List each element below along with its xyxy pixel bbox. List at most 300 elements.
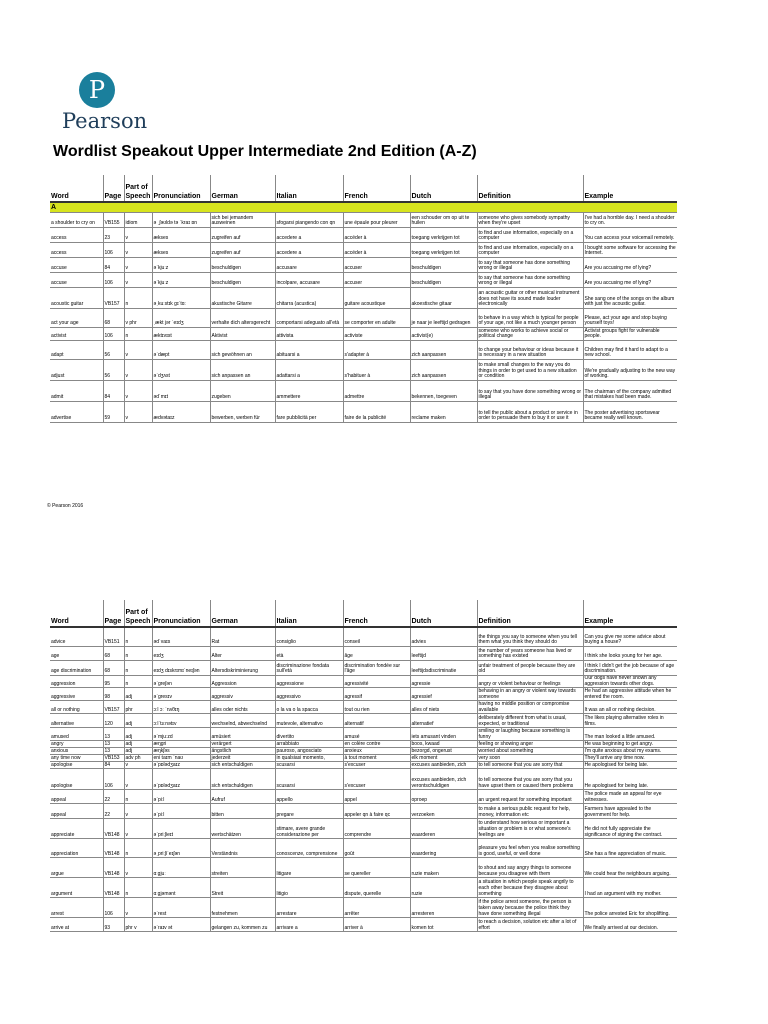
table-row	[50, 273, 677, 288]
table-row	[50, 341, 677, 360]
table-cell: appeler qn à faire qc	[343, 804, 410, 819]
table-cell: apologise	[50, 769, 103, 790]
table-row	[50, 748, 677, 755]
table-cell: agressie	[410, 676, 477, 688]
table-cell: ədˈvaɪs	[152, 627, 210, 647]
table-cell: access	[50, 243, 103, 258]
table-cell: v	[124, 898, 152, 918]
table-cell: 106	[103, 243, 124, 258]
table-cell: alternatif	[343, 714, 410, 728]
table-cell: s'habituer à	[343, 360, 410, 381]
section-letter: A	[50, 202, 677, 213]
table-cell: alles oder nichts	[210, 701, 275, 714]
table-cell: act your age	[50, 309, 103, 328]
table-cell: excuses aanbieden, zich verontschuldigen	[410, 769, 477, 790]
table-cell: toegang verkrijgen tot	[410, 228, 477, 243]
wordlist-table-page-2	[50, 600, 677, 932]
table-cell: v	[124, 228, 152, 243]
table-cell: We finally arrived at our decision.	[583, 918, 677, 932]
table-row	[50, 741, 677, 748]
table-cell: ruzie	[410, 878, 477, 898]
table-cell: reclame maken	[410, 402, 477, 423]
table-cell: 98	[103, 688, 124, 701]
table-cell: to make a serious public request for help, money, information etc	[477, 804, 583, 819]
table-cell: sfogarsi piangendo con qn	[275, 213, 343, 228]
table-cell: een schouder om op uit te huilen	[410, 213, 477, 228]
table-cell: smiling or laughing because something is funny	[477, 728, 583, 741]
table-cell: əˈkjuːz	[152, 258, 210, 273]
table-cell: Are you accusing me of lying?	[583, 273, 677, 288]
table-cell: aggression	[50, 676, 103, 688]
table-cell: appello	[275, 790, 343, 804]
table-cell: accusare	[275, 258, 343, 273]
table-cell: v	[124, 360, 152, 381]
table-cell: leeftijd	[410, 647, 477, 661]
column-header: Page	[103, 600, 124, 627]
table-cell: agressief	[410, 688, 477, 701]
table-cell: The police made an appeal for eye witnesses.	[583, 790, 677, 804]
table-cell: n	[124, 661, 152, 676]
table-cell: appreciation	[50, 839, 103, 858]
table-row	[50, 243, 677, 258]
table-cell: n	[124, 839, 152, 858]
table-cell: accéder à	[343, 228, 410, 243]
table-cell: to make small changes to the way you do things in order to get used to a new situation or condition	[477, 360, 583, 381]
table-row	[50, 755, 677, 762]
table-cell: əˈraɪv ət	[152, 918, 210, 932]
table-cell: əˌkuːstɪk ɡɪˈtɑː	[152, 288, 210, 309]
column-header: Example	[583, 600, 677, 627]
table-cell: accedere a	[275, 243, 343, 258]
table-cell: aggressione	[275, 676, 343, 688]
table-cell: He was beginning to get angry.	[583, 741, 677, 748]
table-cell: Rat	[210, 627, 275, 647]
table-cell: We could hear the neighbours arguing.	[583, 858, 677, 878]
table-cell: festnehmen	[210, 898, 275, 918]
table-cell: comportarsi adeguato all'età	[275, 309, 343, 328]
table-cell: acoustic guitar	[50, 288, 103, 309]
table-cell: zugeben	[210, 381, 275, 402]
table-cell: ängstlich	[210, 748, 275, 755]
table-cell: attivista	[275, 328, 343, 341]
table-cell: The poster advertising sportswear became really well known.	[583, 402, 677, 423]
table-cell: Are you accusing me of lying?	[583, 258, 677, 273]
table-cell: I've had a horrible day. I need a shoulder to cry on.	[583, 213, 677, 228]
table-cell: streiten	[210, 858, 275, 878]
table-cell: v	[124, 258, 152, 273]
column-header: Part of Speech	[124, 600, 152, 627]
table-cell: alternative	[50, 714, 103, 728]
table-cell: komen tot	[410, 918, 477, 932]
table-cell: aggressive	[50, 688, 103, 701]
column-header: Page	[103, 175, 124, 202]
table-cell: It was an all or nothing decision.	[583, 701, 677, 714]
table-cell: beschuldigen	[210, 273, 275, 288]
table-cell: an acoustic guitar or other musical instrument does not have its sound made louder electronically	[477, 288, 583, 309]
table-cell: eni taɪm ˈnaʊ	[152, 755, 210, 762]
table-cell: verhalte dich altersgerecht	[210, 309, 275, 328]
table-cell: v	[124, 402, 152, 423]
copyright-text: © Pearson 2016	[47, 503, 84, 509]
table-cell: ə ˌʃəʊldə tə ˈkraɪ ɒn	[152, 213, 210, 228]
table-cell: v	[124, 769, 152, 790]
table-cell: 106	[103, 898, 124, 918]
table-cell: deliberately different from what is usual, expected, or traditional	[477, 714, 583, 728]
table-cell: 56	[103, 341, 124, 360]
table-cell: arrest	[50, 898, 103, 918]
table-cell: He apologised for being late.	[583, 769, 677, 790]
table-cell: v	[124, 273, 152, 288]
table-cell: adv ph	[124, 755, 152, 762]
column-header: German	[210, 600, 275, 627]
table-cell: VB157	[103, 288, 124, 309]
table-cell: I think she looks young for her age.	[583, 647, 677, 661]
table-cell: 120	[103, 714, 124, 728]
table-cell: verärgert	[210, 741, 275, 748]
table-cell: idiom	[124, 213, 152, 228]
table-cell: aggressiv	[210, 688, 275, 701]
table-cell: to understand how serious or important a situation or problem is or what someone's feelings are	[477, 819, 583, 839]
table-cell: comprendre	[343, 819, 410, 839]
table-cell: to say that someone has done something wrong or illegal	[477, 273, 583, 288]
table-cell: bezorgd, ongerust	[410, 748, 477, 755]
table-cell: age discrimination	[50, 661, 103, 676]
table-cell: excuses aanbieden, zich	[410, 762, 477, 769]
table-cell: sich entschuldigen	[210, 769, 275, 790]
pearson-logo	[62, 72, 148, 133]
column-header: Dutch	[410, 600, 477, 627]
table-cell: consiglio	[275, 627, 343, 647]
table-cell: faire de la publicité	[343, 402, 410, 423]
table-row	[50, 898, 677, 918]
table-cell: I had an argument with my mother.	[583, 878, 677, 898]
table-cell: je naar je leeftijd gedragen	[410, 309, 477, 328]
table-row	[50, 627, 677, 647]
table-cell: əˈɡreʃən	[152, 676, 210, 688]
table-cell: v	[124, 243, 152, 258]
table-cell: VB157	[103, 701, 124, 714]
table-cell: adj	[124, 748, 152, 755]
table-cell: 106	[103, 328, 124, 341]
table-cell: She has a fine appreciation of music.	[583, 839, 677, 858]
table-cell: arriver à	[343, 918, 410, 932]
table-cell: 95	[103, 676, 124, 688]
table-cell: guitare acoustique	[343, 288, 410, 309]
table-cell: ədˈmɪt	[152, 381, 210, 402]
table-cell: accuse	[50, 258, 103, 273]
table-cell: ædvətaɪz	[152, 402, 210, 423]
column-header: Italian	[275, 175, 343, 202]
table-cell: goût	[343, 839, 410, 858]
table-cell: akoestische gitaar	[410, 288, 477, 309]
table-cell: scusarsi	[275, 769, 343, 790]
table-row	[50, 769, 677, 790]
table-cell: adjust	[50, 360, 103, 381]
table-cell: incolpare, accusare	[275, 273, 343, 288]
table-cell: advice	[50, 627, 103, 647]
table-row	[50, 402, 677, 423]
table-cell: Streit	[210, 878, 275, 898]
table-cell: someone who works to achieve social or political change	[477, 328, 583, 341]
table-cell: 93	[103, 918, 124, 932]
table-cell: to say that you have done something wrong or illegal	[477, 381, 583, 402]
table-cell: beschuldigen	[210, 258, 275, 273]
table-cell: VB148	[103, 819, 124, 839]
table-cell: v	[124, 804, 152, 819]
table-cell: 13	[103, 741, 124, 748]
table-cell: We're gradually adjusting to the new way of working.	[583, 360, 677, 381]
table-cell: sich gewöhnen an	[210, 341, 275, 360]
table-cell: s'excuser	[343, 762, 410, 769]
table-cell: əˈmjuːzd	[152, 728, 210, 741]
table-cell: worried about something	[477, 748, 583, 755]
table-cell: o la va o la spacca	[275, 701, 343, 714]
table-row	[50, 381, 677, 402]
table-cell: adj	[124, 741, 152, 748]
table-cell: Verständnis	[210, 839, 275, 858]
table-cell: activiste	[343, 328, 410, 341]
table-cell: chitarra (acustica)	[275, 288, 343, 309]
table-cell: æŋɡri	[152, 741, 210, 748]
table-cell: 22	[103, 804, 124, 819]
table-cell: v	[124, 819, 152, 839]
table-cell: v	[124, 341, 152, 360]
table-cell: pregare	[275, 804, 343, 819]
table-cell: Aktivist	[210, 328, 275, 341]
table-row	[50, 714, 677, 728]
table-cell: an urgent request for something important	[477, 790, 583, 804]
table-cell: argument	[50, 878, 103, 898]
page-title: Wordlist Speakout Upper Intermediate 2nd Edition (A-Z)	[53, 143, 477, 160]
table-cell: ɔːlˈtɜːnətɪv	[152, 714, 210, 728]
table-cell: wertschätzen	[210, 819, 275, 839]
table-cell: He did not fully appreciate the significance of signing the contract.	[583, 819, 677, 839]
table-cell: eɪdʒ dɪskrɪmɪˈneɪʃən	[152, 661, 210, 676]
table-row	[50, 328, 677, 341]
column-header: Dutch	[410, 175, 477, 202]
table-cell: əˈdæpt	[152, 341, 210, 360]
table-cell: waardering	[410, 839, 477, 858]
table-cell: əˈpiːl	[152, 804, 210, 819]
table-cell: They'll arrive any time now.	[583, 755, 677, 762]
table-cell: adj	[124, 688, 152, 701]
table-cell: accedere a	[275, 228, 343, 243]
table-cell: 84	[103, 258, 124, 273]
table-cell: You can access your voicemail remotely.	[583, 228, 677, 243]
table-cell: activist	[50, 328, 103, 341]
table-cell: to shout and say angry things to someone because you disagree with them	[477, 858, 583, 878]
table-cell: beschuldigen	[410, 258, 477, 273]
table-cell: Children may find it hard to adapt to a new school.	[583, 341, 677, 360]
table-cell: ruzie maken	[410, 858, 477, 878]
column-header: Part of Speech	[124, 175, 152, 202]
table-cell: n	[124, 647, 152, 661]
table-cell: to find and use information, especially on a computer	[477, 228, 583, 243]
column-header: German	[210, 175, 275, 202]
table-row	[50, 918, 677, 932]
table-cell: n	[124, 328, 152, 341]
table-cell: amüsiert	[210, 728, 275, 741]
table-cell: æktɪvɪst	[152, 328, 210, 341]
table-cell: adattarsi a	[275, 360, 343, 381]
column-header: Italian	[275, 600, 343, 627]
table-cell: Our dogs have never shown any aggression towards other dogs.	[583, 676, 677, 688]
table-cell: agressivité	[343, 676, 410, 688]
table-cell: en colère contre	[343, 741, 410, 748]
table-cell: access	[50, 228, 103, 243]
table-row	[50, 858, 677, 878]
table-cell: arresteren	[410, 898, 477, 918]
column-header: Word	[50, 600, 103, 627]
column-header: Definition	[477, 175, 583, 202]
table-cell: âge	[343, 647, 410, 661]
table-cell: fare pubblicità per	[275, 402, 343, 423]
table-cell: advertise	[50, 402, 103, 423]
table-cell: eɪdʒ	[152, 647, 210, 661]
table-row	[50, 728, 677, 741]
table-cell: aggressivo	[275, 688, 343, 701]
table-cell: sich anpassen an	[210, 360, 275, 381]
table-cell: bekennen, toegeven	[410, 381, 477, 402]
table-cell: zugreifen auf	[210, 243, 275, 258]
table-row	[50, 878, 677, 898]
table-cell: unfair treatment of people because they are old	[477, 661, 583, 676]
table-cell: zich aanpassen	[410, 360, 477, 381]
table-cell: all or nothing	[50, 701, 103, 714]
table-cell: n	[124, 627, 152, 647]
table-cell: The chairman of the company admitted that mistakes had been made.	[583, 381, 677, 402]
table-cell: to find and use information, especially on a computer	[477, 243, 583, 258]
table-cell: ækses	[152, 228, 210, 243]
table-cell: zich aanpassen	[410, 341, 477, 360]
table-cell: tout ou rien	[343, 701, 410, 714]
table-cell: if the police arrest someone, the person is taken away because the police think they have done something illegal	[477, 898, 583, 918]
table-cell: əˈpriːʃieɪt	[152, 819, 210, 839]
table-cell: əˈdʒʌst	[152, 360, 210, 381]
table-cell: bitten	[210, 804, 275, 819]
table-cell: I'm quite anxious about my exams.	[583, 748, 677, 755]
table-cell: v	[124, 381, 152, 402]
table-cell: ɑːɡjuː	[152, 858, 210, 878]
table-cell: ɔːl ɔː ˈnʌθɪŋ	[152, 701, 210, 714]
table-cell: He had an aggressive attitude when he entered the room.	[583, 688, 677, 701]
table-cell: mutevole, alternativo	[275, 714, 343, 728]
table-cell: in qualsiasi momento,	[275, 755, 343, 762]
table-cell: He apologised for being late.	[583, 762, 677, 769]
table-cell: əˈrest	[152, 898, 210, 918]
table-cell: Please, act your age and stop buying yourself toys!	[583, 309, 677, 328]
table-cell: əˈpɒlədʒaɪz	[152, 762, 210, 769]
table-cell: Aufruf	[210, 790, 275, 804]
table-cell: accuser	[343, 258, 410, 273]
table-row	[50, 839, 677, 858]
column-header: Pronunciation	[152, 175, 210, 202]
table-cell: alternatief	[410, 714, 477, 728]
table-cell: se comporter en adulte	[343, 309, 410, 328]
table-cell: gelangen zu, kommen zu	[210, 918, 275, 932]
table-cell: accéder à	[343, 243, 410, 258]
table-cell: 23	[103, 228, 124, 243]
table-cell: verzoeken	[410, 804, 477, 819]
table-row	[50, 213, 677, 228]
pearson-logo-icon: P	[79, 72, 115, 108]
table-cell: discrimination fondée sur l'âge	[343, 661, 410, 676]
table-cell: æŋkʃəs	[152, 748, 210, 755]
table-cell: activist(e)	[410, 328, 477, 341]
table-cell: leeftijdsdiscriminatie	[410, 661, 477, 676]
table-cell: admettre	[343, 381, 410, 402]
table-cell: behaving in an angry or violent way towards someone	[477, 688, 583, 701]
table-cell: Altersdiskriminierung	[210, 661, 275, 676]
table-row	[50, 258, 677, 273]
table-cell: arrabbiato	[275, 741, 343, 748]
table-cell: Farmers have appealed to the government for help.	[583, 804, 677, 819]
table-cell: Alter	[210, 647, 275, 661]
table-cell: n	[124, 288, 152, 309]
column-header: French	[343, 175, 410, 202]
table-row	[50, 790, 677, 804]
table-cell: someone who gives somebody sympathy when they're upset	[477, 213, 583, 228]
table-cell: I bought some software for accessing the Internet.	[583, 243, 677, 258]
table-cell: to reach a decision, solution etc after a lot of effort	[477, 918, 583, 932]
table-cell: a situation in which people speak angrily to each other because they disagree about something	[477, 878, 583, 898]
table-cell: ammettere	[275, 381, 343, 402]
table-cell: accuser	[343, 273, 410, 288]
table-cell: dispute, querelle	[343, 878, 410, 898]
column-header: Example	[583, 175, 677, 202]
table-cell: The likes playing alternative roles in films.	[583, 714, 677, 728]
table-cell: conoscenze, comprensione	[275, 839, 343, 858]
table-row	[50, 762, 677, 769]
table-cell: v	[124, 762, 152, 769]
table-cell: se quereller	[343, 858, 410, 878]
table-cell: the things you say to someone when you tell them what you think they should do	[477, 627, 583, 647]
table-row	[50, 360, 677, 381]
table-cell: n	[124, 676, 152, 688]
table-row	[50, 647, 677, 661]
table-cell: very soon	[477, 755, 583, 762]
table-row	[50, 676, 677, 688]
table-cell: The man looked a little amused.	[583, 728, 677, 741]
table-cell: jederzeit	[210, 755, 275, 762]
table-cell: I think I didn't get the job because of age discrimination.	[583, 661, 677, 676]
table-cell: abituarsi a	[275, 341, 343, 360]
table-cell: amusé	[343, 728, 410, 741]
table-cell: Aggression	[210, 676, 275, 688]
table-cell: to say that someone has done something wrong or illegal	[477, 258, 583, 273]
table-cell: əˈpiːl	[152, 790, 210, 804]
table-cell: sich entschuldigen	[210, 762, 275, 769]
table-cell: VB151	[103, 627, 124, 647]
table-row	[50, 819, 677, 839]
table-cell: appreciate	[50, 819, 103, 839]
table-cell: to tell someone that you are sorry that	[477, 762, 583, 769]
table-cell: 106	[103, 273, 124, 288]
table-row	[50, 701, 677, 714]
table-row	[50, 661, 677, 676]
table-row	[50, 228, 677, 243]
table-cell: bewerben, werben für	[210, 402, 275, 423]
table-cell: v	[124, 858, 152, 878]
table-cell: accuse	[50, 273, 103, 288]
table-cell: akustische Gitarre	[210, 288, 275, 309]
table-cell: scusarsi	[275, 762, 343, 769]
table-cell: 84	[103, 381, 124, 402]
table-cell: età	[275, 647, 343, 661]
table-cell: VB153	[103, 755, 124, 762]
table-cell: appel	[343, 790, 410, 804]
table-cell: s'excuser	[343, 769, 410, 790]
